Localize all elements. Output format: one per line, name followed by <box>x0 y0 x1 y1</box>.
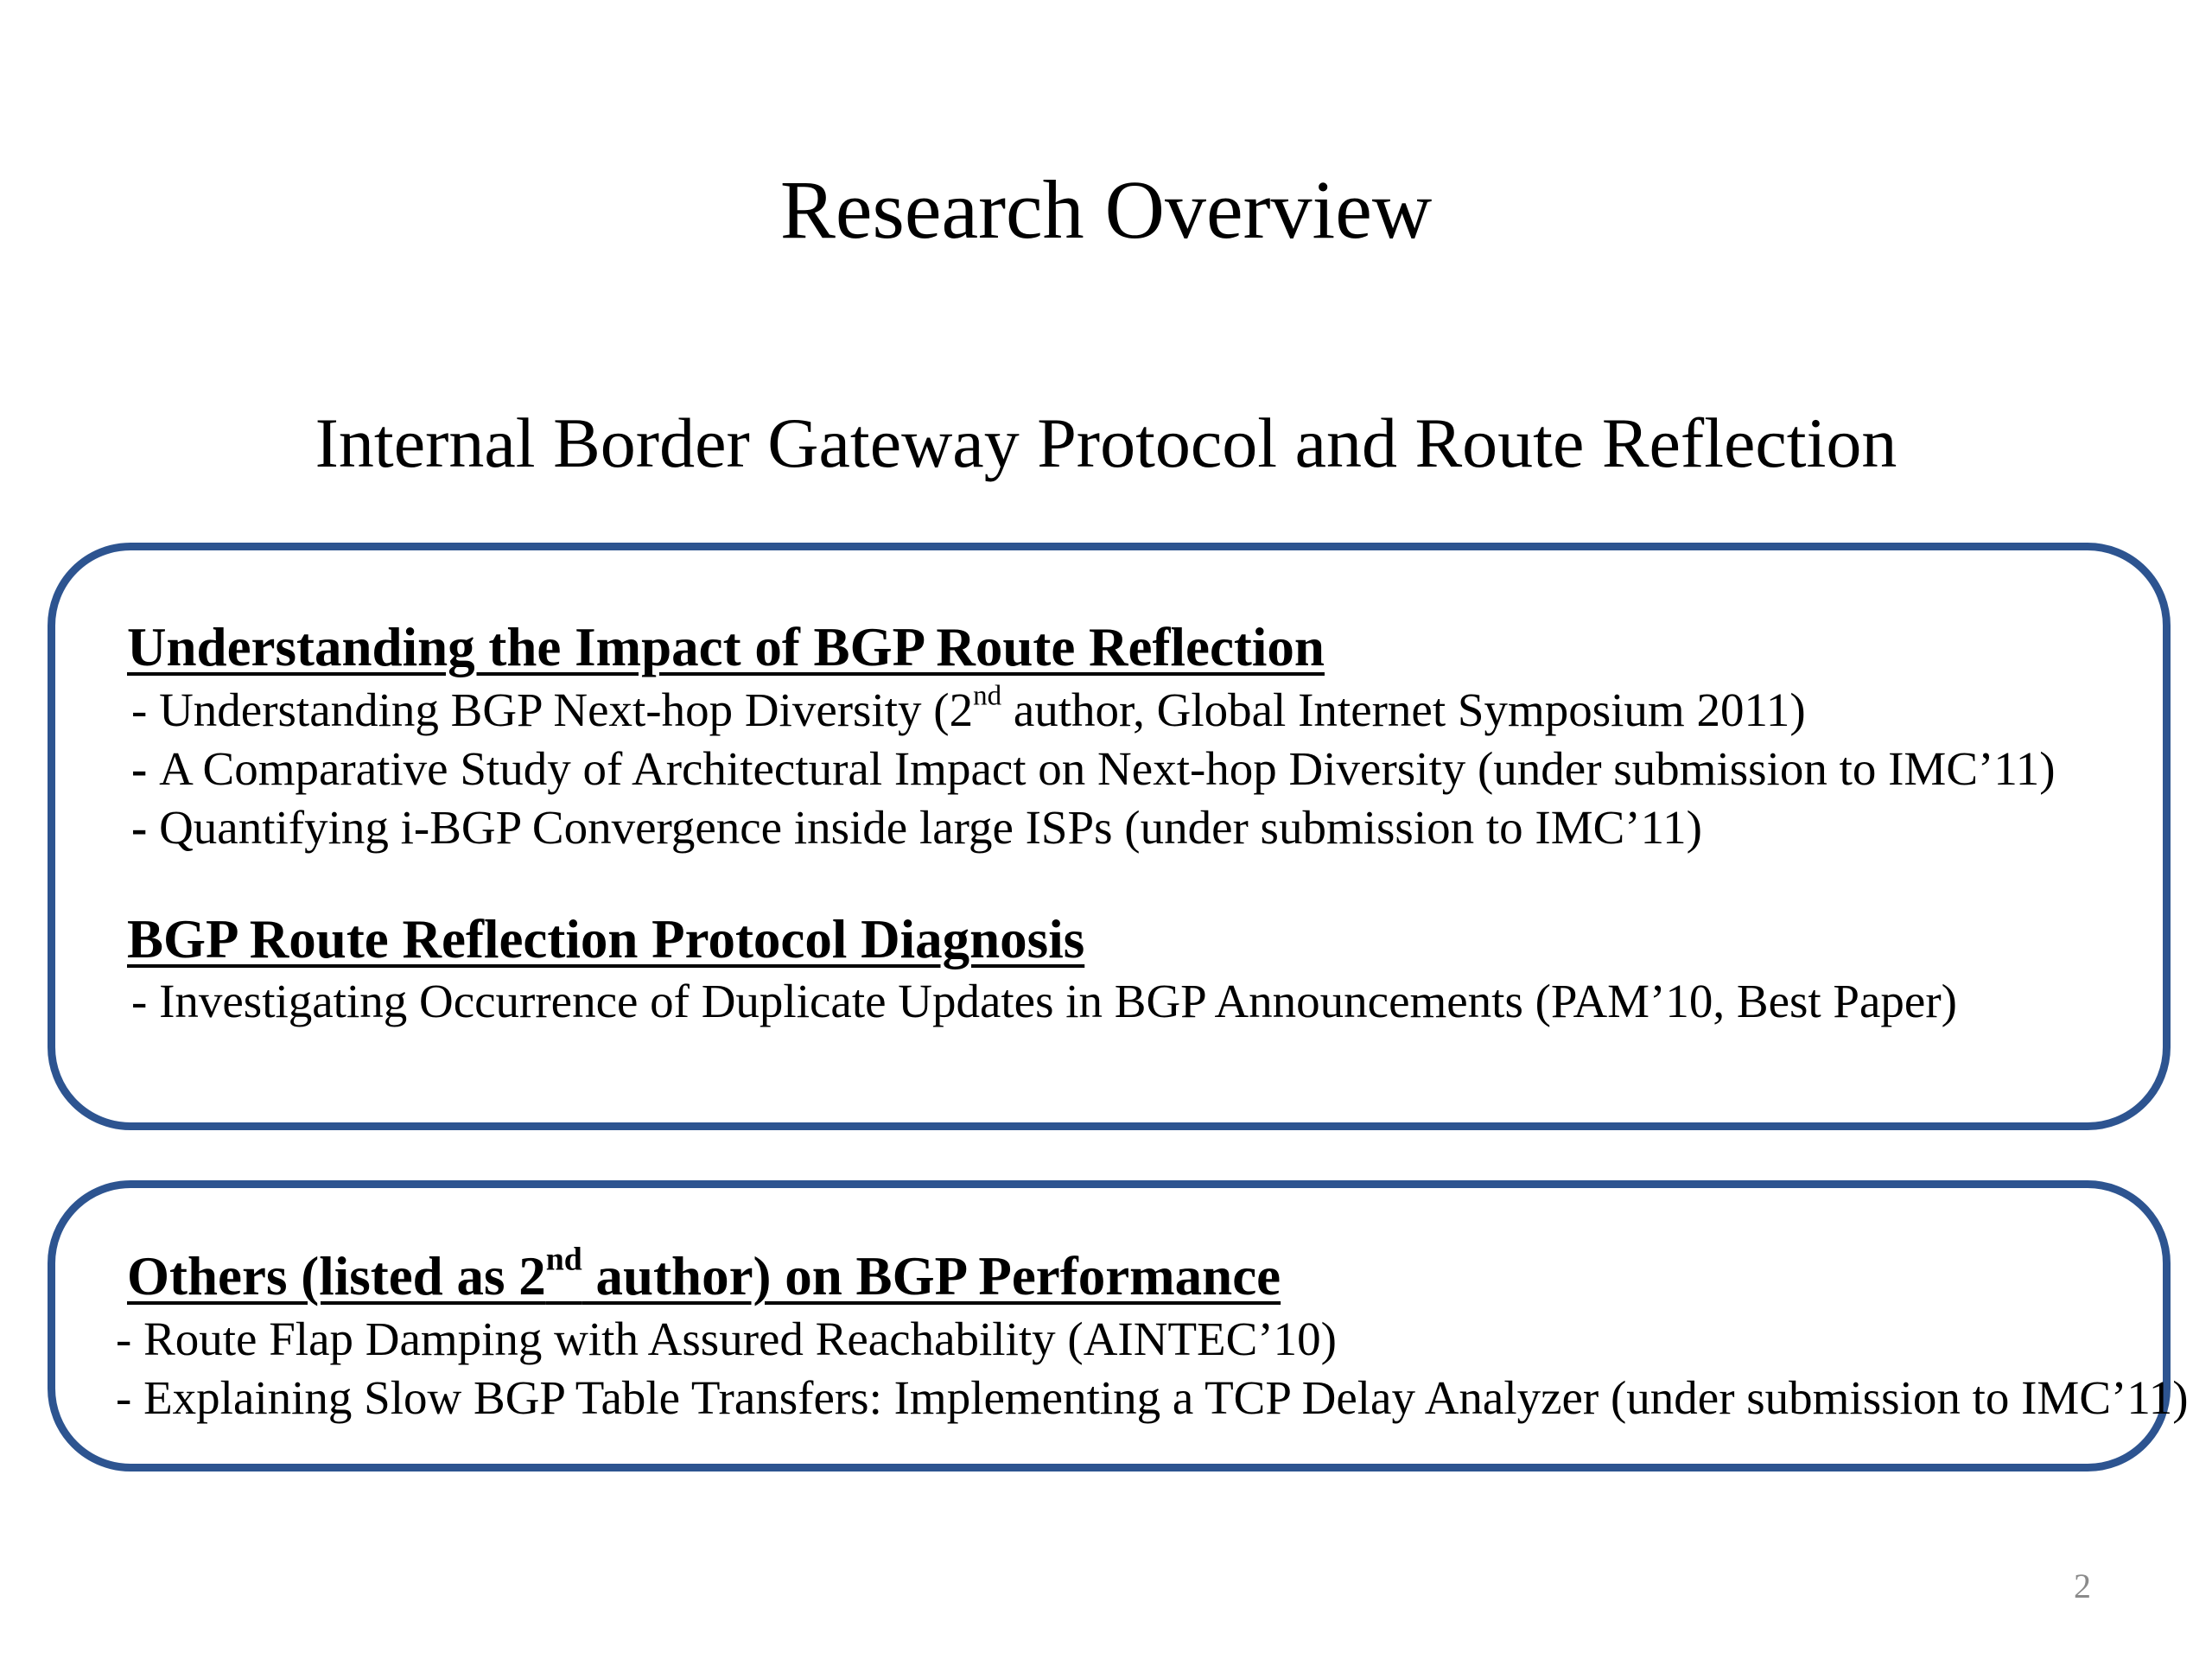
dash-marker: - <box>131 975 160 1027</box>
section-heading-diagnosis-text: BGP Route Reflection Protocol Diagnosis <box>127 909 1085 969</box>
list-item <box>131 680 1806 738</box>
page-number: 2 <box>2074 1567 2091 1605</box>
slide-subtitle: Internal Border Gateway Protocol and Route Reflection <box>315 404 1897 482</box>
slide-title: Research Overview <box>779 163 1433 256</box>
item-text: Understanding BGP Next-hop Diversity (2 <box>159 683 974 736</box>
list-item <box>116 1312 1337 1367</box>
item-text: Route Flap Damping with Assured Reachability (AINTEC’10) <box>143 1313 1337 1365</box>
section-heading-impact <box>127 615 1325 679</box>
item-text: Investigating Occurrence of Duplicate Updates in BGP Announcements (PAM’10, Best Paper) <box>159 975 1957 1027</box>
list-item <box>131 974 1957 1029</box>
superscript: nd <box>973 680 1002 712</box>
others-box <box>48 1180 2189 1471</box>
item-text: Explaining Slow BGP Table Transfers: Implementing a TCP Delay Analyzer (under submission to IMC’11) <box>143 1371 2189 1424</box>
dash-marker: - <box>116 1313 144 1365</box>
list-item <box>116 1370 2189 1426</box>
dash-marker: - <box>131 742 160 795</box>
item-text: A Comparative Study of Architectural Impact on Next-hop Diversity (under submission to IMC’11) <box>159 742 2056 795</box>
dash-marker: - <box>131 801 160 854</box>
section-heading-others-text-cont: author) on BGP Performance <box>582 1246 1281 1306</box>
superscript: nd <box>545 1241 582 1278</box>
list-item <box>131 800 1702 855</box>
item-text: Quantifying i-BGP Convergence inside large ISPs (under submission to IMC’11) <box>159 801 1702 854</box>
dash-marker: - <box>116 1371 144 1424</box>
dash-marker: - <box>131 683 160 736</box>
item-text-cont: author, Global Internet Symposium 2011) <box>1001 683 1806 736</box>
list-item <box>131 741 2056 797</box>
section-heading-impact-text: Understanding the Impact of BGP Route Reflection <box>127 617 1325 677</box>
section-heading-others-text: Others (listed as 2 <box>127 1246 546 1306</box>
main-research-box <box>48 543 2171 1130</box>
section-heading-others <box>127 1241 1281 1308</box>
section-heading-diagnosis <box>127 907 1084 971</box>
